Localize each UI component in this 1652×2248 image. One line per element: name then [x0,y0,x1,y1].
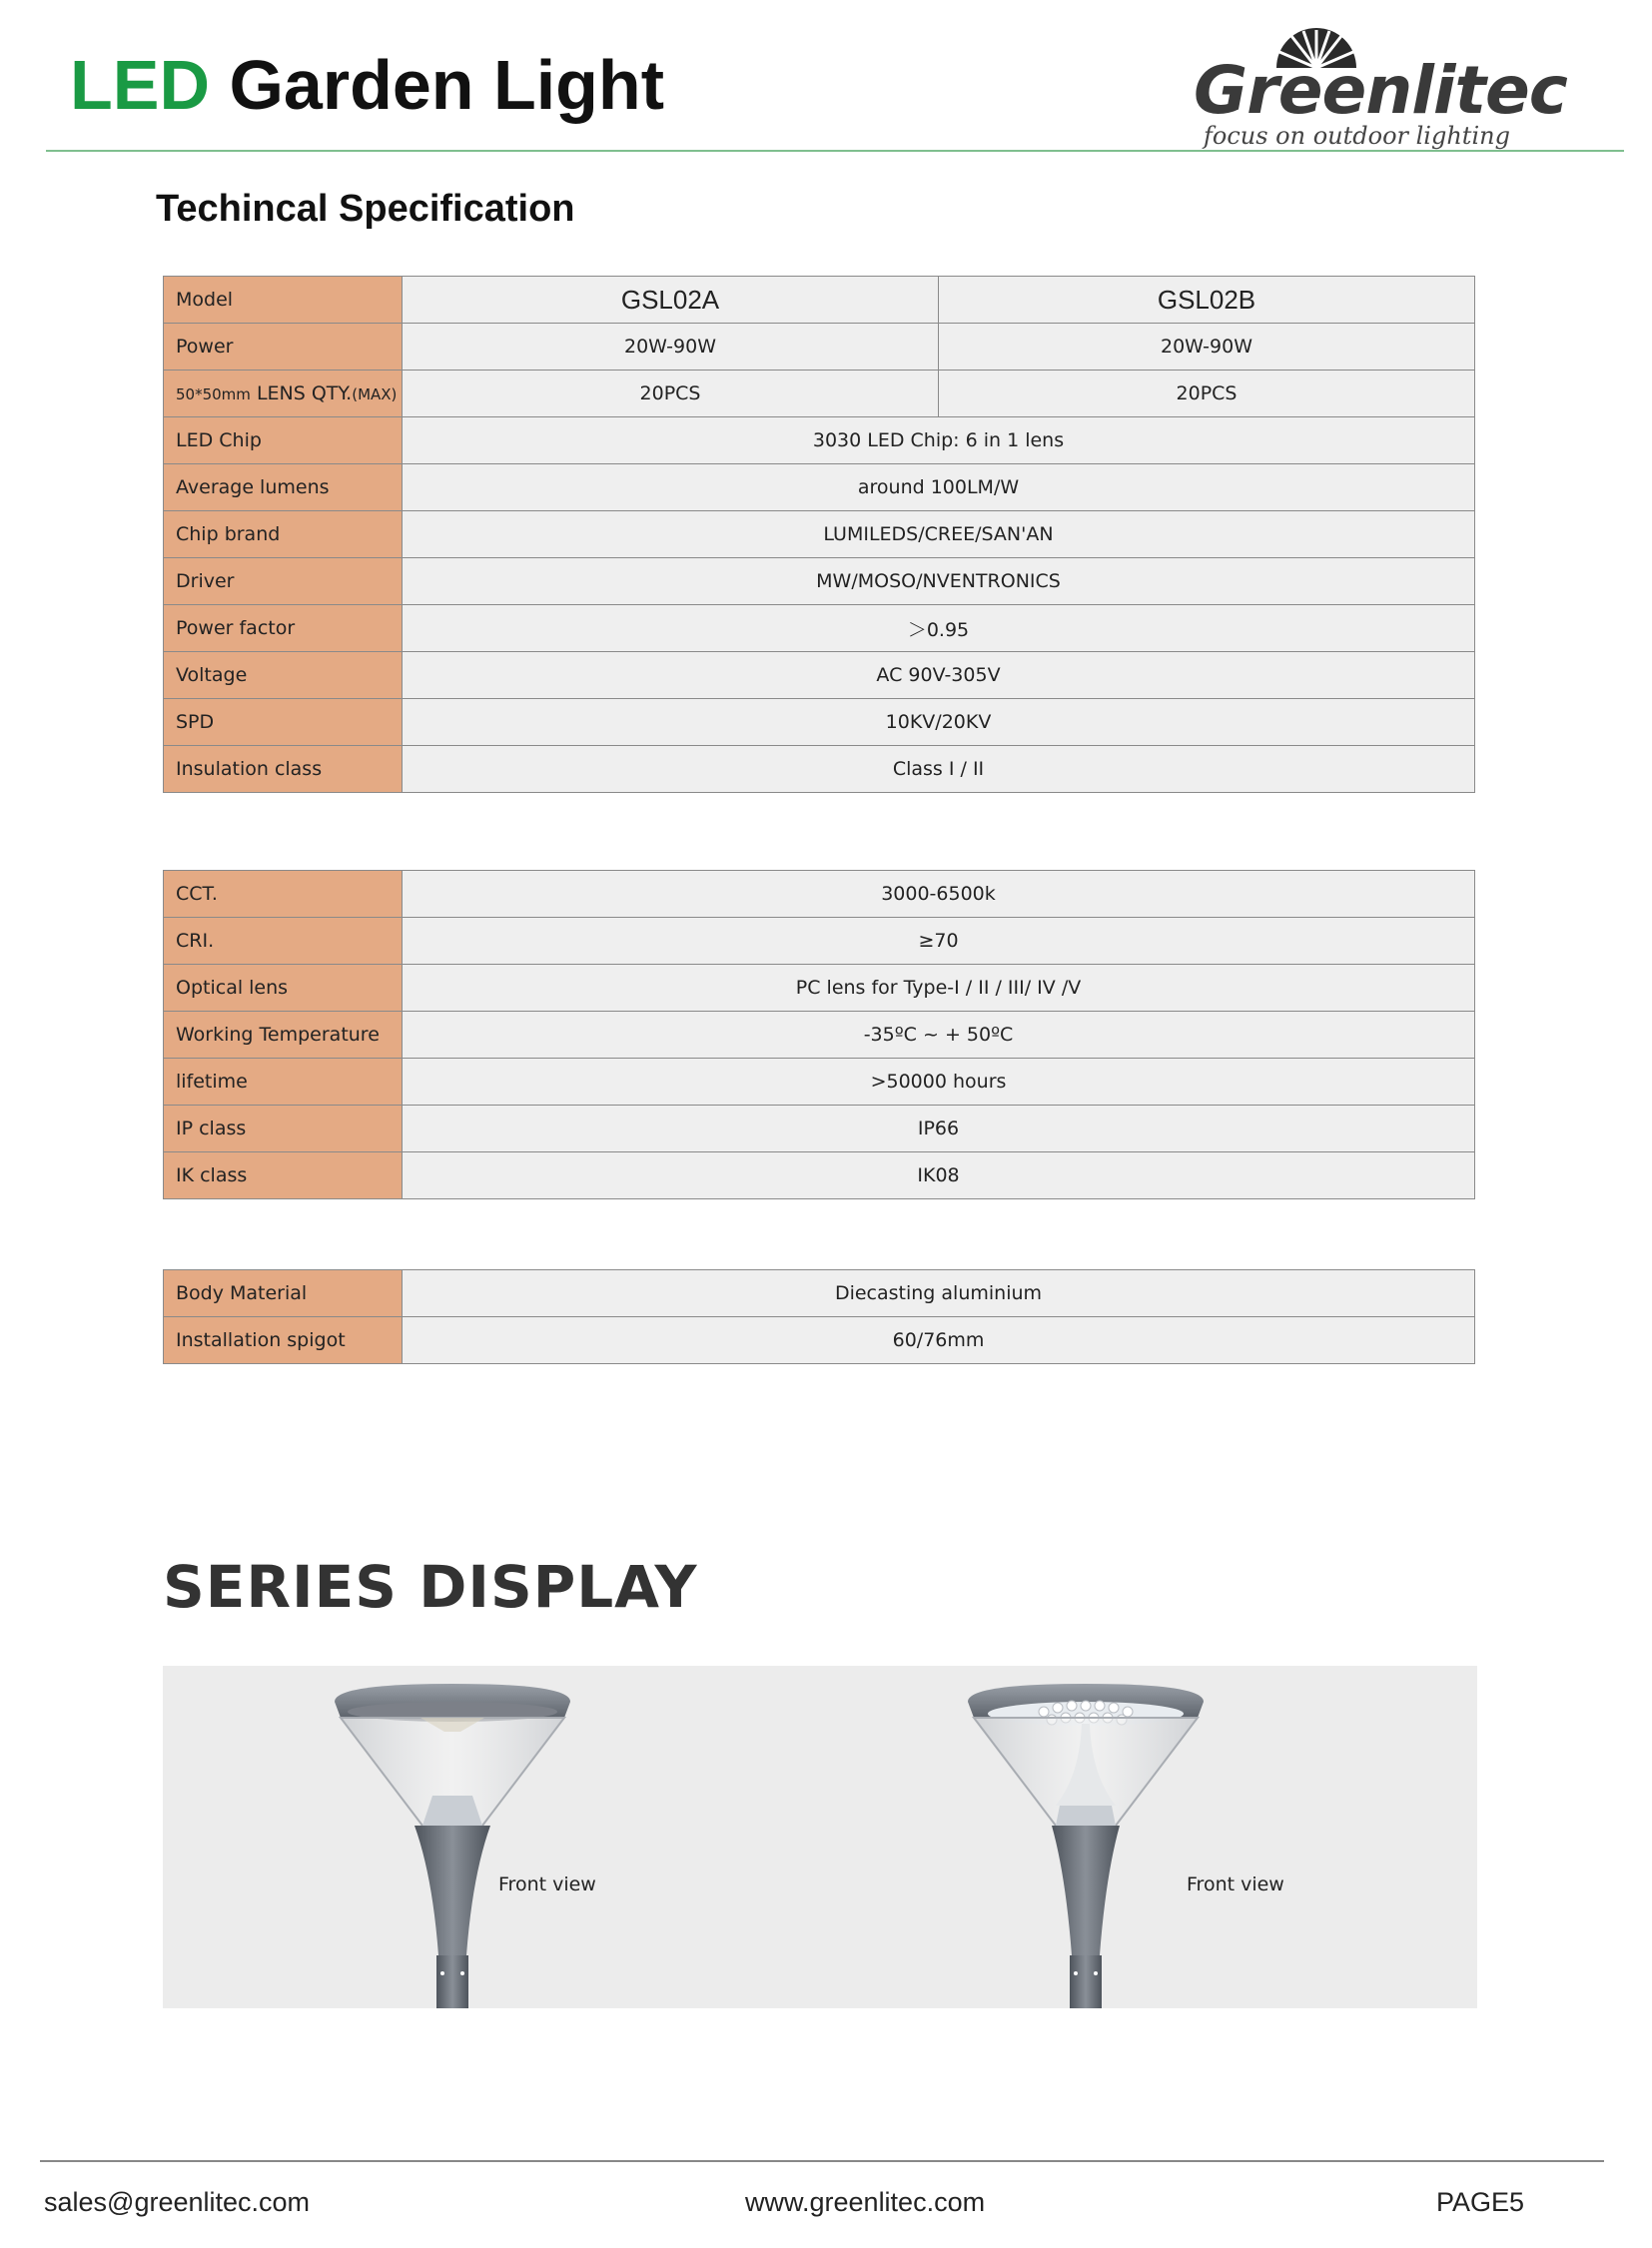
table-row [164,277,1475,324]
row-label: Voltage [164,652,403,699]
spec-table-optical [163,870,1475,1199]
row-value: MW/MOSO/NVENTRONICS [403,558,1475,605]
row-label: Power factor [164,605,403,652]
table-row [164,371,1475,417]
table-row [164,1059,1475,1106]
row-label: Driver [164,558,403,605]
row-value: ≥70 [403,918,1475,965]
table-row [164,652,1475,699]
table-row [164,1012,1475,1059]
row-label: Body Material [164,1270,403,1317]
row-label: CRI. [164,918,403,965]
series-title: SERIES DISPLAY [163,1553,698,1621]
section-title: Techincal Specification [156,188,575,230]
title-rest: Garden Light [229,46,665,124]
spec-table-mechanical [163,1269,1475,1364]
lamp-gsl02b-image [966,1666,1206,2008]
title-accent: LED [70,46,210,124]
power-b: 20W-90W [939,324,1475,371]
footer-divider [40,2160,1604,2162]
table-row [164,417,1475,464]
model-a: GSL02A [403,277,939,324]
front-view-caption: Front view [1187,1873,1284,1895]
power-a: 20W-90W [403,324,939,371]
table-row [164,1152,1475,1199]
lens-qty-a: 20PCS [403,371,939,417]
row-value: -35ºC ~ + 50ºC [403,1012,1475,1059]
brand-tagline: focus on outdoor lighting [1204,122,1510,150]
row-label: Optical lens [164,965,403,1012]
row-value: PC lens for Type-Ⅰ / II / III/ IV /V [403,965,1475,1012]
row-value: LUMILEDS/CREE/SAN'AN [403,511,1475,558]
lens-qty-b: 20PCS [939,371,1475,417]
row-label [164,371,403,417]
lamp-gsl02a-image [333,1666,572,2008]
header-divider [46,150,1624,152]
row-value: AC 90V-305V [403,652,1475,699]
lens-label-suffix: (MAX) [352,385,398,403]
row-value: >50000 hours [403,1059,1475,1106]
row-label: Model [164,277,403,324]
row-label: IP class [164,1106,403,1152]
row-value: 60/76mm [403,1317,1475,1364]
row-value: IP66 [403,1106,1475,1152]
front-view-caption: Front view [498,1873,596,1895]
row-value: around 100LM/W [403,464,1475,511]
table-row [164,324,1475,371]
table-row [164,558,1475,605]
row-label: Chip brand [164,511,403,558]
footer-website: www.greenlitec.com [745,2187,986,2217]
table-row [164,1317,1475,1364]
footer-page-number: PAGE5 [1436,2187,1525,2217]
page-title [70,46,665,124]
row-label: lifetime [164,1059,403,1106]
table-row [164,699,1475,746]
row-value: 10KV/20KV [403,699,1475,746]
brand-logo [1184,20,1583,150]
model-b: GSL02B [939,277,1475,324]
table-row [164,746,1475,793]
row-label: IK class [164,1152,403,1199]
series-display-panel [163,1666,1477,2008]
row-label: Average lumens [164,464,403,511]
table-row [164,1106,1475,1152]
row-label: CCT. [164,871,403,918]
brand-name: Greenlitec [1194,52,1567,129]
footer-email: sales@greenlitec.com [44,2187,311,2217]
row-label: Insulation class [164,746,403,793]
table-row [164,464,1475,511]
spec-table-electrical [163,276,1475,793]
table-row [164,965,1475,1012]
table-row [164,918,1475,965]
table-row [164,1270,1475,1317]
row-label: Working Temperature [164,1012,403,1059]
row-label: LED Chip [164,417,403,464]
row-label: SPD [164,699,403,746]
table-row [164,871,1475,918]
row-value: Class Ⅰ / II [403,746,1475,793]
row-value: 3030 LED Chip: 6 in 1 lens [403,417,1475,464]
row-value: Diecasting aluminium [403,1270,1475,1317]
lens-label-prefix: 50*50mm [176,385,251,403]
lens-label-main: LENS QTY. [250,382,353,404]
row-label: Power [164,324,403,371]
row-label: Installation spigot [164,1317,403,1364]
row-value: 3000-6500k [403,871,1475,918]
table-row [164,605,1475,652]
table-row [164,511,1475,558]
row-value: ＞0.95 [403,605,1475,652]
row-value: IK08 [403,1152,1475,1199]
